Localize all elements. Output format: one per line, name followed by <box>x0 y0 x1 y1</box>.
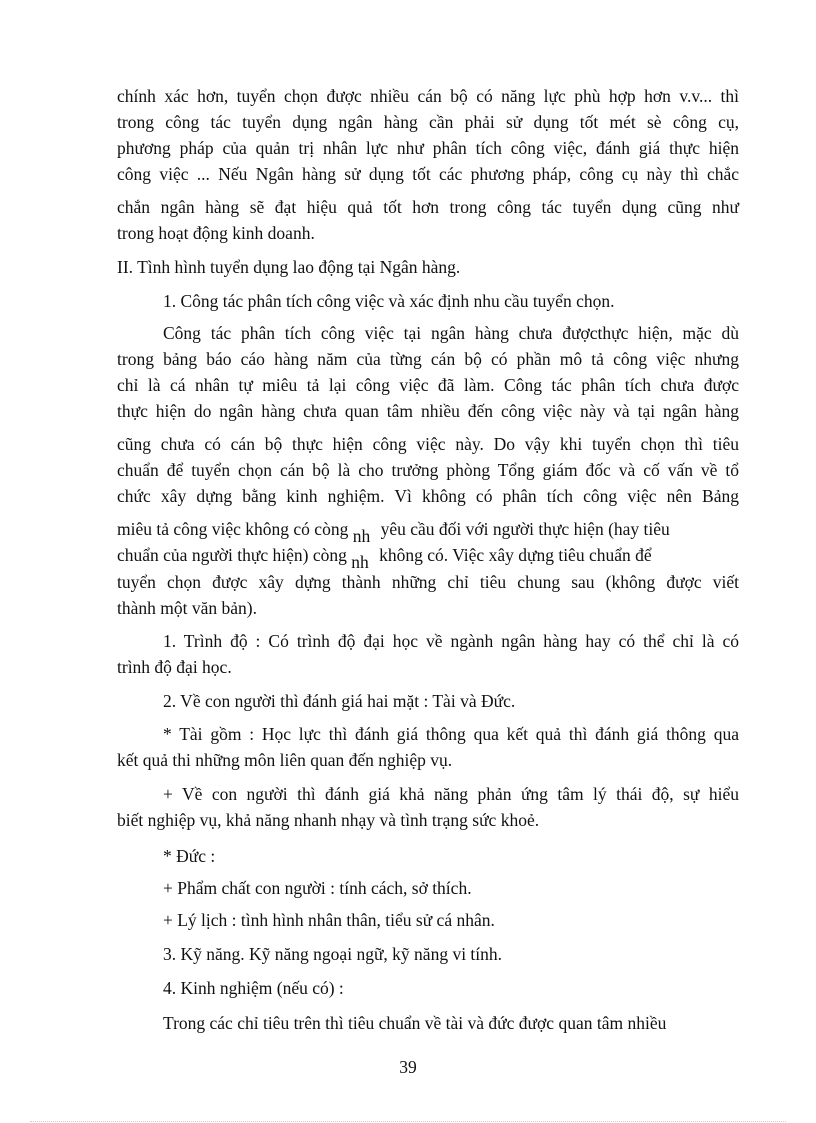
text-line: chức xây dựng bằng kinh nghiệm. Vì không có phân tích công việc nên Bảng <box>117 486 739 506</box>
text-line-with-subscript <box>117 544 739 572</box>
text-line: tuyển chọn được xây dựng thành những chỉ tiêu chung sau (không được viết <box>117 572 739 592</box>
footer-divider <box>30 1121 786 1122</box>
text-segment: chuẩn của người thực hiện) còng <box>117 545 347 565</box>
text-line: chính xác hơn, tuyển chọn được nhiều cán bộ có năng lực phù hợp hơn v.v... thì <box>117 86 739 106</box>
text-line: * Đức : <box>163 846 216 866</box>
text-line: + Lý lịch : tình hình nhân thân, tiểu sử cá nhân. <box>163 910 495 930</box>
list-item: 4. Kinh nghiệm (nếu có) : <box>163 978 344 998</box>
text-segment: yêu cầu đối với người thực hiện (hay tiêu <box>380 519 670 539</box>
text-line: + Về con người thì đánh giá khả năng phản ứng tâm lý thái độ, sự hiểu <box>163 784 739 804</box>
text-line: * Tài gồm : Học lực thì đánh giá thông qua kết quả thì đánh giá thông qua <box>163 724 739 744</box>
text-line: chắn ngân hàng sẽ đạt hiệu quả tốt hơn trong công tác tuyển dụng cũng như <box>117 197 739 217</box>
list-item: 1. Trình độ : Có trình độ đại học về ngành ngân hàng hay có thể chỉ là có <box>163 631 739 651</box>
text-line: chuẩn để tuyển chọn cán bộ là cho trưởng phòng Tổng giám đốc và cố vấn về tổ <box>117 460 739 480</box>
text-line: phương pháp của quản trị nhân lực như phân tích công việc, đánh giá thực hiện <box>117 138 739 158</box>
text-line: thành một văn bản). <box>117 598 257 618</box>
text-line: công việc ... Nếu Ngân hàng sử dụng tốt các phương pháp, công cụ này thì chắc <box>117 164 739 184</box>
page-number: 39 <box>399 1057 417 1077</box>
text-line: biết nghiệp vụ, khả năng nhanh nhạy và tình trạng sức khoẻ. <box>117 810 540 830</box>
text-line: trong công tác tuyển dụng ngân hàng cần phải sử dụng tốt mét sè công cụ, <box>117 112 739 132</box>
text-line: trình độ đại học. <box>117 657 232 677</box>
text-line: kết quả thi những môn liên quan đến nghiệp vụ. <box>117 750 453 770</box>
text-line: chỉ là cá nhân tự miêu tả lại công việc đã làm. Công tác phân tích chưa được <box>117 375 739 395</box>
text-line: trong bảng báo cáo hàng năm của từng cán bộ có phần mô tả công việc nhưng <box>117 349 739 369</box>
text-line: Trong các chỉ tiêu trên thì tiêu chuẩn về tài và đức được quan tâm nhiều <box>163 1013 667 1033</box>
list-item: 3. Kỹ năng. Kỹ năng ngoại ngữ, kỹ năng vi tính. <box>163 944 503 964</box>
text-segment: miêu tả công việc không có còng <box>117 519 349 539</box>
text-line: Công tác phân tích công việc tại ngân hàng chưa đượcthực hiện, mặc dù <box>163 323 739 343</box>
text-segment: không có. Việc xây dựng tiêu chuẩn để <box>379 545 652 565</box>
text-line: trong hoạt động kinh doanh. <box>117 223 315 243</box>
subscript-fragment: nh <box>352 526 371 546</box>
section-heading: II. Tình hình tuyển dụng lao động tại Ngân hàng. <box>117 257 461 277</box>
list-item: 2. Về con người thì đánh giá hai mặt : Tài và Đức. <box>163 691 516 711</box>
text-line: cũng chưa có cán bộ thực hiện công việc này. Do vậy khi tuyển chọn thì tiêu <box>117 434 739 454</box>
subsection-heading: 1. Công tác phân tích công việc và xác định nhu cầu tuyển chọn. <box>163 291 615 311</box>
subscript-fragment: nh <box>351 552 369 572</box>
text-line: thực hiện do ngân hàng chưa quan tâm nhiều đến công việc này và tại ngân hàng <box>117 401 739 421</box>
text-line: + Phẩm chất con người : tính cách, sở thích. <box>163 878 472 898</box>
text-line-with-subscript <box>117 518 739 546</box>
